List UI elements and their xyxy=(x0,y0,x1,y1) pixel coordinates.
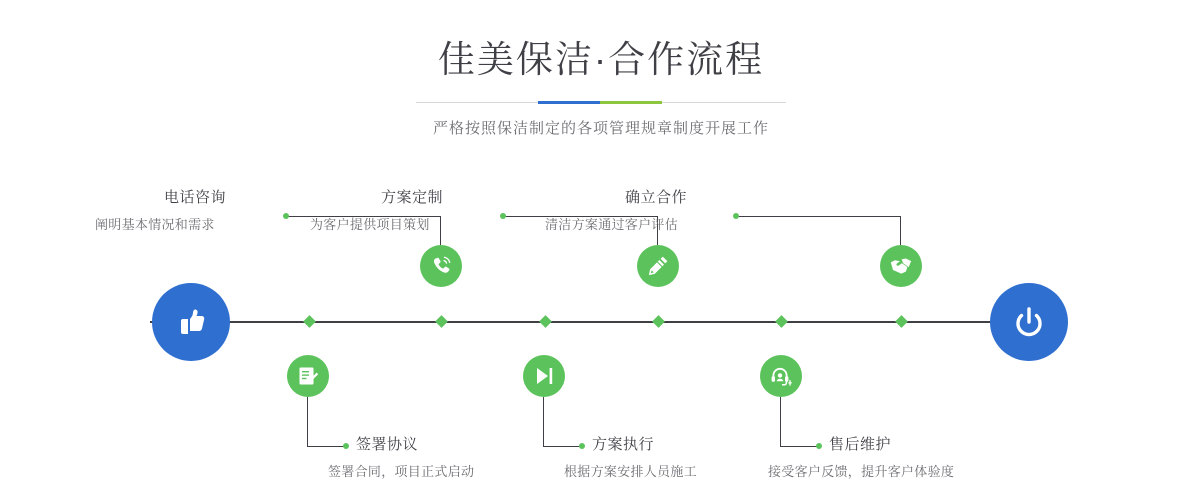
axis-marker xyxy=(652,315,665,328)
step-desc-2: 签署合同，项目正式启动 xyxy=(328,464,475,479)
axis-marker xyxy=(775,315,788,328)
handshake-icon xyxy=(889,254,913,278)
connector-vertical xyxy=(543,397,544,446)
axis-marker xyxy=(303,315,316,328)
divider-accent-green xyxy=(600,101,662,104)
step-icon-6 xyxy=(760,355,802,397)
axis-marker xyxy=(435,315,448,328)
connector-vertical xyxy=(440,216,441,245)
connector-horizontal xyxy=(543,446,581,447)
connector-horizontal xyxy=(780,446,818,447)
step-icon-1 xyxy=(420,245,462,287)
step-icon-3 xyxy=(637,245,679,287)
axis-marker xyxy=(539,315,552,328)
divider-accent-blue xyxy=(538,101,600,104)
connector-dot xyxy=(500,213,506,219)
timeline-axis xyxy=(150,321,1052,323)
headset-support-icon xyxy=(769,364,793,388)
timeline-start xyxy=(152,283,230,361)
timeline xyxy=(0,160,1202,502)
connector-dot xyxy=(816,443,822,449)
step-desc-5: 清洁方案通过客户评估 xyxy=(545,217,679,232)
thumbs-up-icon xyxy=(171,302,211,342)
connector-horizontal xyxy=(307,446,345,447)
connector-vertical xyxy=(780,397,781,446)
step-icon-5 xyxy=(880,245,922,287)
connector-vertical xyxy=(307,397,308,446)
connector-dot xyxy=(733,213,739,219)
step-title-4: 方案执行 xyxy=(592,436,655,453)
connector-horizontal xyxy=(736,216,901,217)
step-desc-4: 根据方案安排人员施工 xyxy=(564,464,698,479)
step-title-3: 方案定制 xyxy=(381,189,444,206)
connector-vertical xyxy=(900,216,901,245)
power-icon xyxy=(1009,302,1049,342)
step-desc-6: 接受客户反馈，提升客户体验度 xyxy=(768,464,955,479)
step-title-2: 签署协议 xyxy=(356,436,419,453)
phone-ring-icon xyxy=(429,254,453,278)
connector-dot xyxy=(283,213,289,219)
title-divider xyxy=(416,101,786,104)
connector-dot xyxy=(343,443,349,449)
play-next-icon xyxy=(532,364,556,388)
page-title: 佳美保洁·合作流程 xyxy=(437,39,765,80)
step-desc-3: 为客户提供项目策划 xyxy=(310,217,430,232)
step-icon-2 xyxy=(287,355,329,397)
step-title-5: 确立合作 xyxy=(625,189,688,206)
step-title-1: 电话咨询 xyxy=(164,189,227,206)
header xyxy=(0,0,1202,138)
step-icon-4 xyxy=(523,355,565,397)
document-edit-icon xyxy=(296,364,320,388)
page-subtitle: 严格按照保洁制定的各项管理规章制度开展工作 xyxy=(432,120,769,138)
timeline-end xyxy=(990,283,1068,361)
step-title-6: 售后维护 xyxy=(829,436,892,453)
axis-marker xyxy=(895,315,908,328)
connector-dot xyxy=(579,443,585,449)
step-desc-1: 阐明基本情况和需求 xyxy=(95,217,215,232)
pen-ruler-icon xyxy=(646,254,670,278)
